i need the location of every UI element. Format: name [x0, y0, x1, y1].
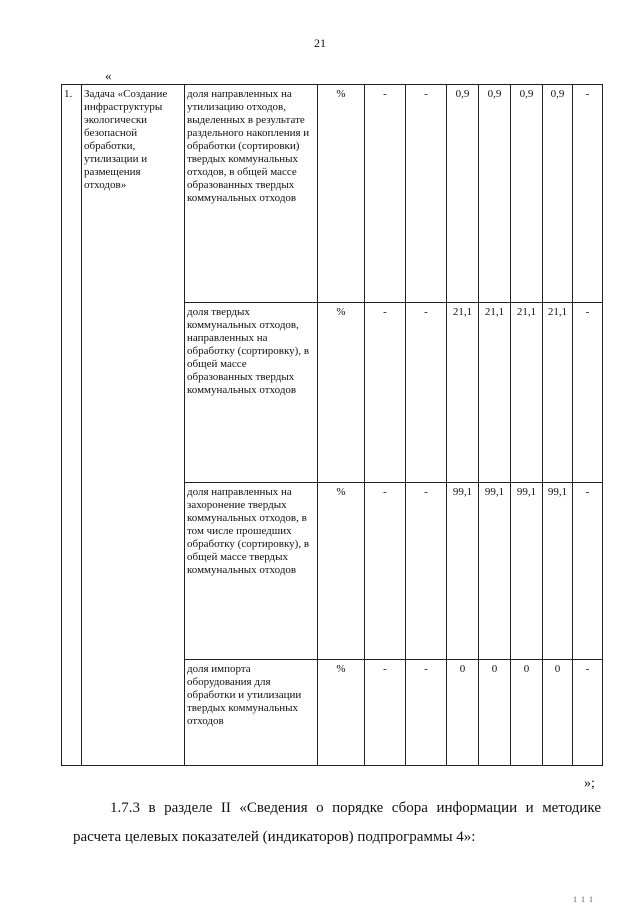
task-name: Задача «Создание инфраструктуры экологически безопасной обработки, утилизации и размещения отходов» [82, 85, 185, 766]
value-cell: 0,9 [447, 85, 479, 303]
value-cell: 0 [511, 660, 543, 766]
unit-cell: % [318, 483, 365, 660]
value-cell: 0,9 [479, 85, 511, 303]
value-cell: - [406, 303, 447, 483]
unit-cell: % [318, 660, 365, 766]
value-cell: - [573, 660, 603, 766]
value-cell: - [406, 660, 447, 766]
value-cell: 99,1 [511, 483, 543, 660]
indicator-name: доля твердых коммунальных отходов, направленных на обработку (сортировку), в общей массе образованных твердых коммунальных отходов [185, 303, 318, 483]
value-cell: 21,1 [543, 303, 573, 483]
value-cell: 0 [543, 660, 573, 766]
value-cell: - [573, 303, 603, 483]
value-cell: 0 [479, 660, 511, 766]
value-cell: 21,1 [447, 303, 479, 483]
value-cell: - [573, 483, 603, 660]
indicators-table [61, 84, 603, 766]
value-cell: - [365, 483, 406, 660]
value-cell: - [365, 85, 406, 303]
unit-cell: % [318, 303, 365, 483]
value-cell: 99,1 [543, 483, 573, 660]
indicator-name: доля направленных на утилизацию отходов, выделенных в результате раздельного накопления и обработки (сортировки) твердых коммунальных отходов, в общей массе образованных твердых коммунальных отходов [185, 85, 318, 303]
table-row [62, 85, 603, 303]
value-cell: 99,1 [479, 483, 511, 660]
value-cell: 21,1 [511, 303, 543, 483]
value-cell: - [365, 303, 406, 483]
value-cell: 21,1 [479, 303, 511, 483]
value-cell: 0,9 [511, 85, 543, 303]
value-cell: 0 [447, 660, 479, 766]
indicator-name: доля импорта оборудования для обработки и утилизации твердых коммунальных отходов [185, 660, 318, 766]
paragraph-line: расчета целевых показателей (индикаторов) подпрограммы 4»: [73, 829, 476, 845]
row-number: 1. [62, 85, 82, 766]
page-number: 21 [314, 36, 326, 50]
closing-quote: »; [584, 776, 595, 791]
body-paragraph [73, 794, 601, 852]
indicator-name: доля направленных на захоронение твердых коммунальных отходов, в том числе прошедших обработку (сортировку), в общей массе твердых коммунальных отходов [185, 483, 318, 660]
value-cell: - [406, 483, 447, 660]
unit-cell: % [318, 85, 365, 303]
corner-mark: 1 1 1 [573, 895, 594, 904]
paragraph-line: 1.7.3 в разделе II «Сведения о порядке сбора информации и методике [110, 800, 601, 816]
value-cell: - [365, 660, 406, 766]
opening-quote: « [105, 68, 112, 83]
value-cell: - [406, 85, 447, 303]
value-cell: 0,9 [543, 85, 573, 303]
value-cell: - [573, 85, 603, 303]
value-cell: 99,1 [447, 483, 479, 660]
